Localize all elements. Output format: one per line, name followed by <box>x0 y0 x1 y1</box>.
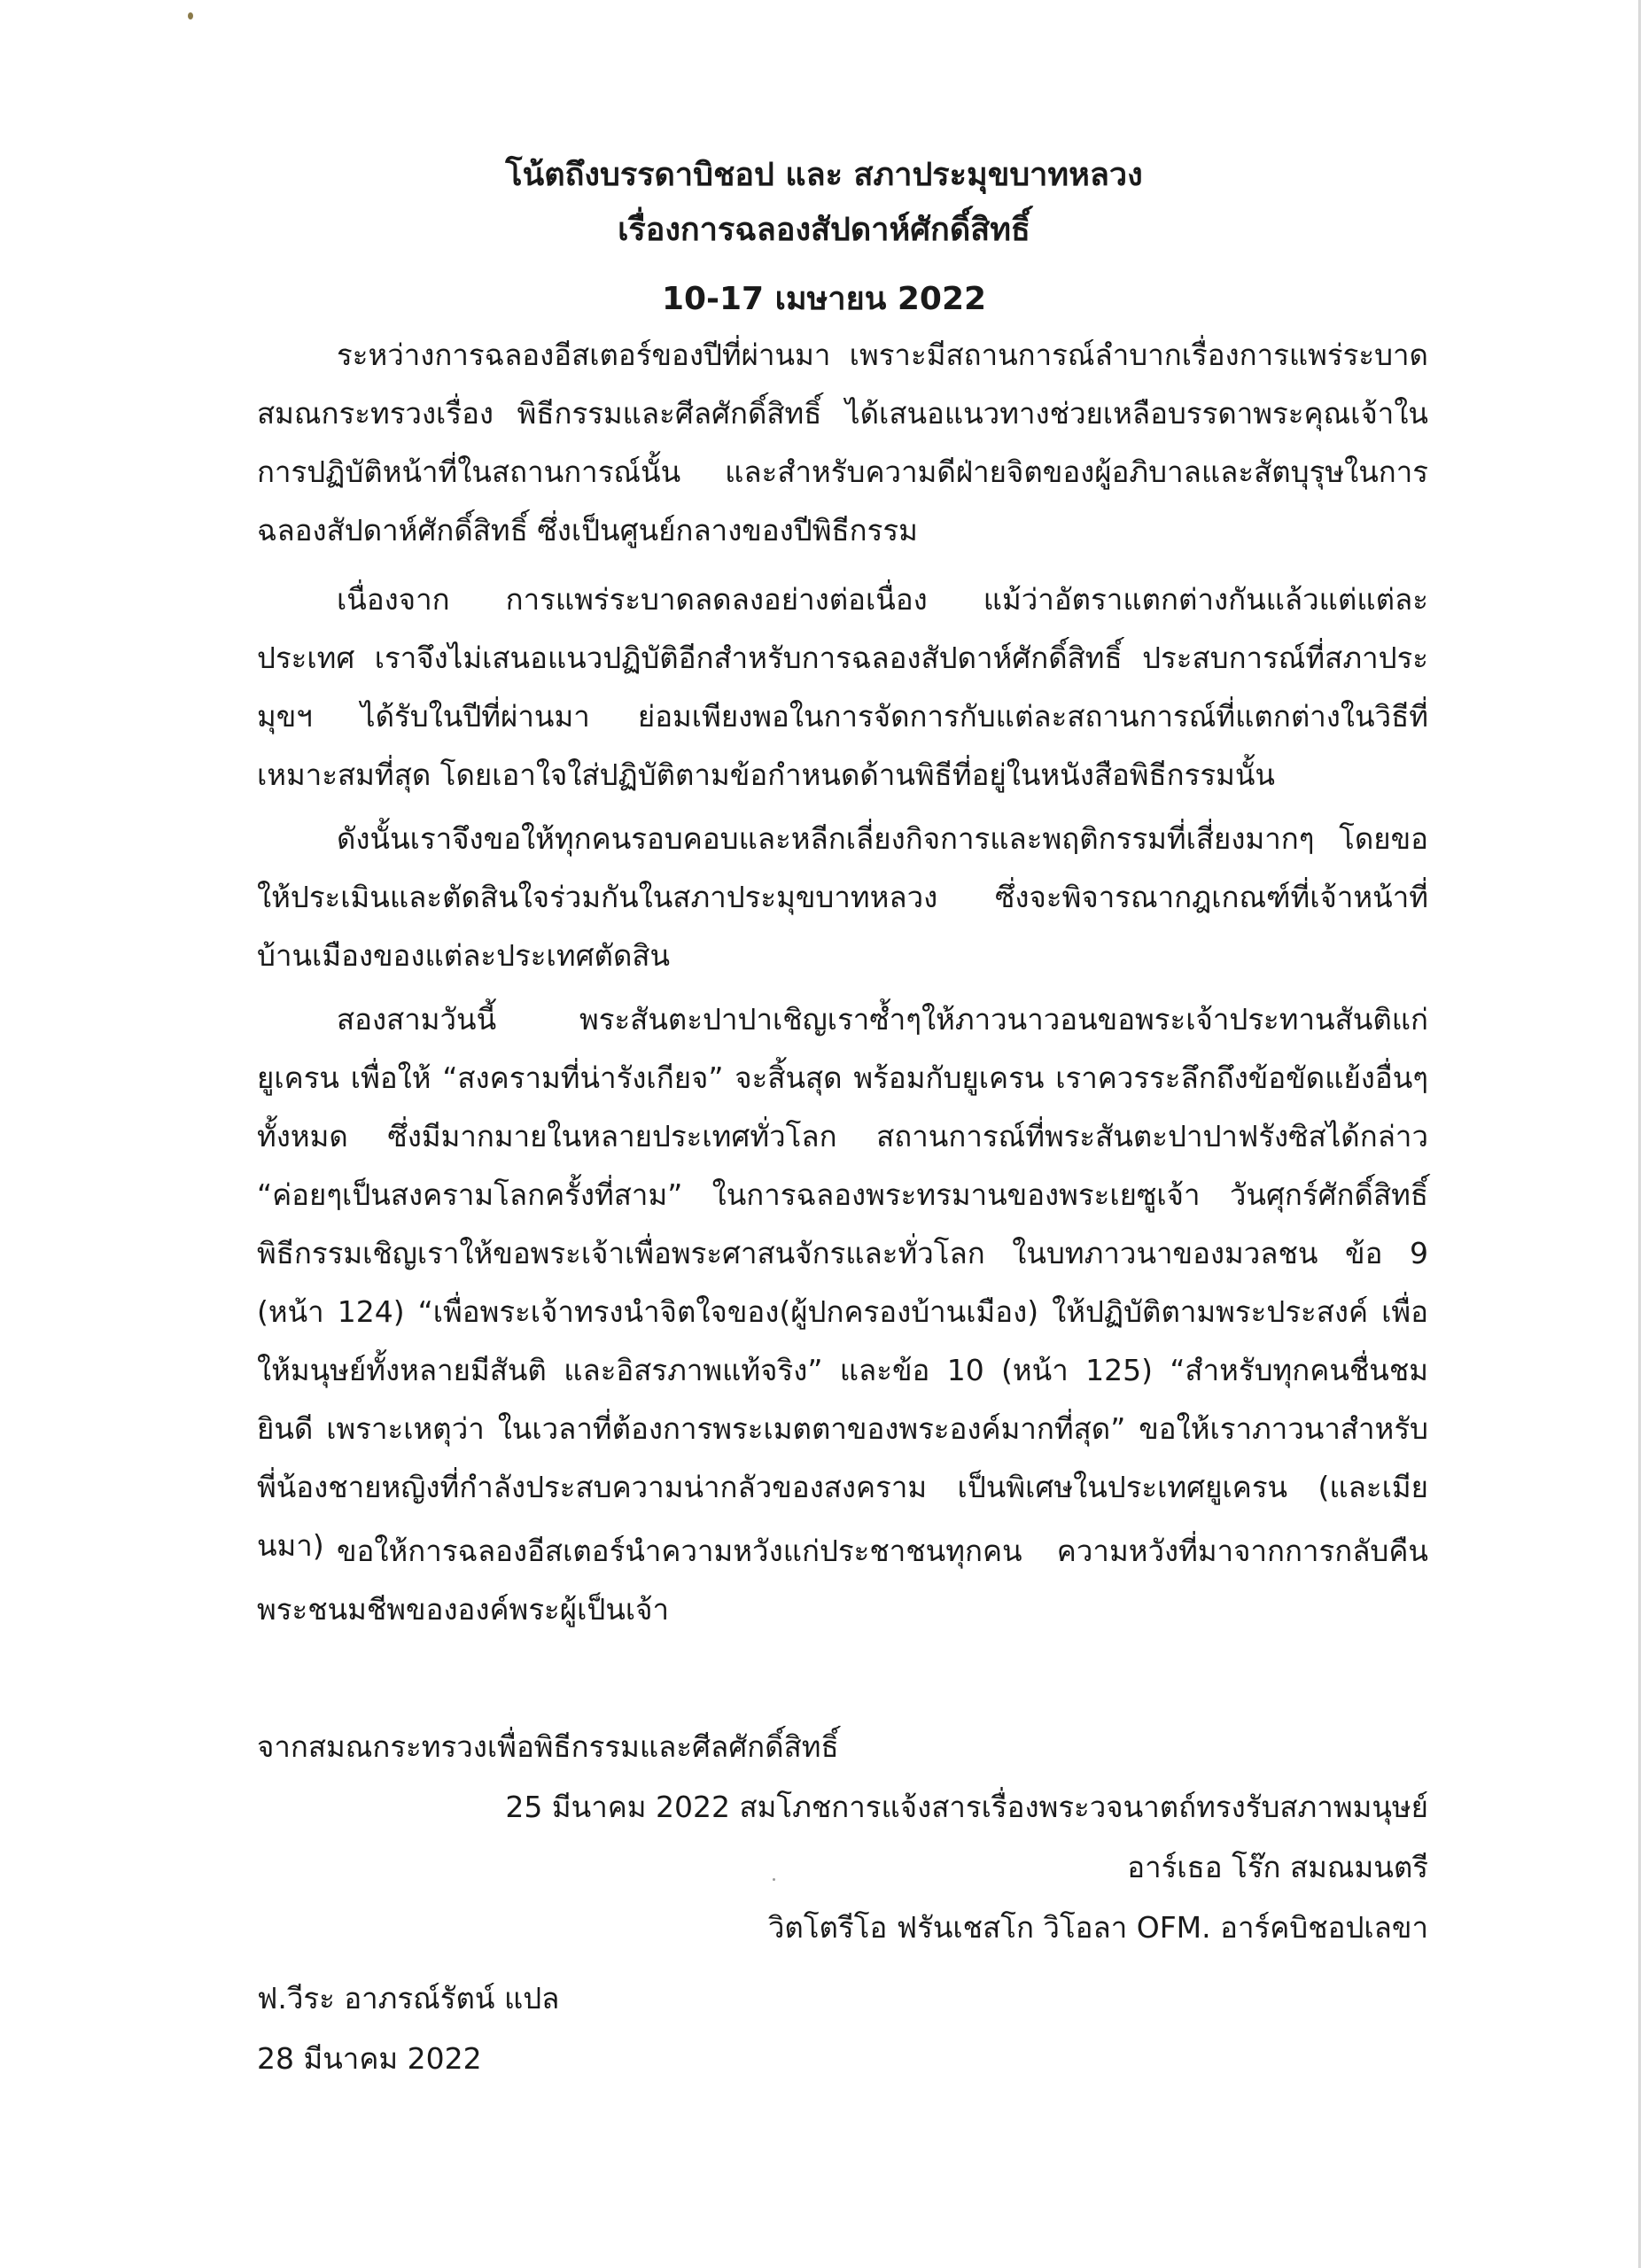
paragraph-text: สองสามวันนี้ พระสันตะปาปาเชิญเราซ้ำๆให้ภาวนาวอนขอพระเจ้าประทานสันติแก่ยูเครน เพื่อให้ “สงครามที่น่ารังเกียจ” จะสิ้นสุด พร้อมกับยูเครน เราควรระลึกถึงข้อขัดแย้งอื่นๆทั้งหมด ซึ่งมีมากมายในหลายประเทศทั่วโลก สถานการณ์ที่พระสันตะปาปาฟรังซิสได้กล่าว “ค่อยๆเป็นสงครามโลกครั้งที่สาม” ในการฉลองพระทรมานของพระเยซูเจ้า วันศุกร์ศักดิ์สิทธิ์ พิธีกรรมเชิญเราให้ขอพระเจ้าเพื่อพระศาสนจักรและทั่วโลก ในบทภาวนาของมวลชน ข้อ 9 (หน้า 124) “เพื่อพระเจ้าทรงนำจิตใจของ(ผู้ปกครองบ้านเมือง) ให้ปฏิบัติตามพระประสงค์ เพื่อให้มนุษย์ทั้งหลายมีสันติ และอิสรภาพแท้จริง” และข้อ 10 (หน้า 125) “สำหรับทุกคนชื่นชมยินดี เพราะเหตุว่า ในเวลาที่ต้องการพระเมตตาของพระองค์มากที่สุด” ขอให้เราภาวนาสำหรับพี่น้องชายหญิงที่กำลังประสบความน่ากลัวของสงคราม เป็นพิเศษในประเทศยูเครน (และเมียนมา) <box>257 1002 1428 1563</box>
signatory-secretary: วิตโตรีโอ ฟรันเชสโก วิโอลา OFM. อาร์คบิชอปเลขา <box>767 1910 1428 1945</box>
paragraph-text: เนื่องจาก การแพร่ระบาดลดลงอย่างต่อเนื่อง แม้ว่าอัตราแตกต่างกันแล้วแต่แต่ละประเทศ เราจึงไม่เสนอแนวปฏิบัติอีกสำหรับการฉลองสัปดาห์ศักดิ์สิทธิ์ ประสบการณ์ที่สภาประมุขฯ ได้รับในปีที่ผ่านมา ย่อมเพียงพอในการจัดการกับแต่ละสถานการณ์ที่แตกต่างในวิธีที่เหมาะสมที่สุด โดยเอาใจใส่ปฏิบัติตามข้อกำหนดด้านพิธีที่อยู่ในหนังสือพิธีกรรมนั้น <box>257 582 1428 792</box>
issuer-line: จากสมณกระทรวงเพื่อพิธีกรรมและศีลศักดิ์สิทธิ์ <box>257 1729 839 1764</box>
issue-date-line: 25 มีนาคม 2022 สมโภชการแจ้งสารเรื่องพระวจนาตถ์ทรงรับสภาพมนุษย์ <box>505 1790 1428 1824</box>
paragraph <box>257 571 1428 804</box>
signatory-prefect: อาร์เธอ โร๊ก สมณมนตรี <box>1127 1850 1428 1884</box>
paragraph-text: ขอให้การฉลองอีสเตอร์นำความหวังแก่ประชาชนทุกคน ความหวังที่มาจากการกลับคืนพระชนมชีพขององค์พระผู้เป็นเจ้า <box>257 1534 1428 1627</box>
paragraph <box>257 810 1428 985</box>
paragraph <box>257 990 1428 1575</box>
document-title: โน้ตถึงบรรดาบิชอป และ สภาประมุขบาทหลวง <box>505 157 1143 193</box>
paragraph-text: ระหว่างการฉลองอีสเตอร์ของปีที่ผ่านมา เพราะมีสถานการณ์ลำบากเรื่องการแพร่ระบาด สมณกระทรวงเรื่อง พิธีกรรมและศีลศักดิ์สิทธิ์ ได้เสนอแนวทางช่วยเหลือบรรดาพระคุณเจ้าในการปฏิบัติหน้าที่ในสถานการณ์นั้น และสำหรับความดีฝ่ายจิตของผู้อภิบาลและสัตบุรุษในการฉลองสัปดาห์ศักดิ์สิทธิ์ ซึ่งเป็นศูนย์กลางของปีพิธีกรรม <box>257 338 1428 548</box>
document-subtitle: เรื่องการฉลองสัปดาห์ศักดิ์สิทธิ์ <box>618 212 1030 248</box>
document-date-range: 10-17 เมษายน 2022 <box>661 281 987 317</box>
paragraph <box>257 326 1428 560</box>
scan-speck <box>773 1878 775 1881</box>
translator-line: ฟ.วีระ อาภรณ์รัตน์ แปล <box>257 1981 560 2016</box>
page-edge-shadow <box>1638 0 1641 2268</box>
translation-date: 28 มีนาคม 2022 <box>257 2041 482 2076</box>
scan-speck <box>188 12 193 19</box>
paragraph <box>257 1522 1428 1639</box>
paragraph-text: ดังนั้นเราจึงขอให้ทุกคนรอบคอบและหลีกเลี่ยงกิจการและพฤติกรรมที่เสี่ยงมากๆ โดยขอให้ประเมินและตัดสินใจร่วมกันในสภาประมุขบาทหลวง ซึ่งจะพิจารณากฎเกณฑ์ที่เจ้าหน้าที่บ้านเมืองของแต่ละประเทศตัดสิน <box>257 821 1428 973</box>
